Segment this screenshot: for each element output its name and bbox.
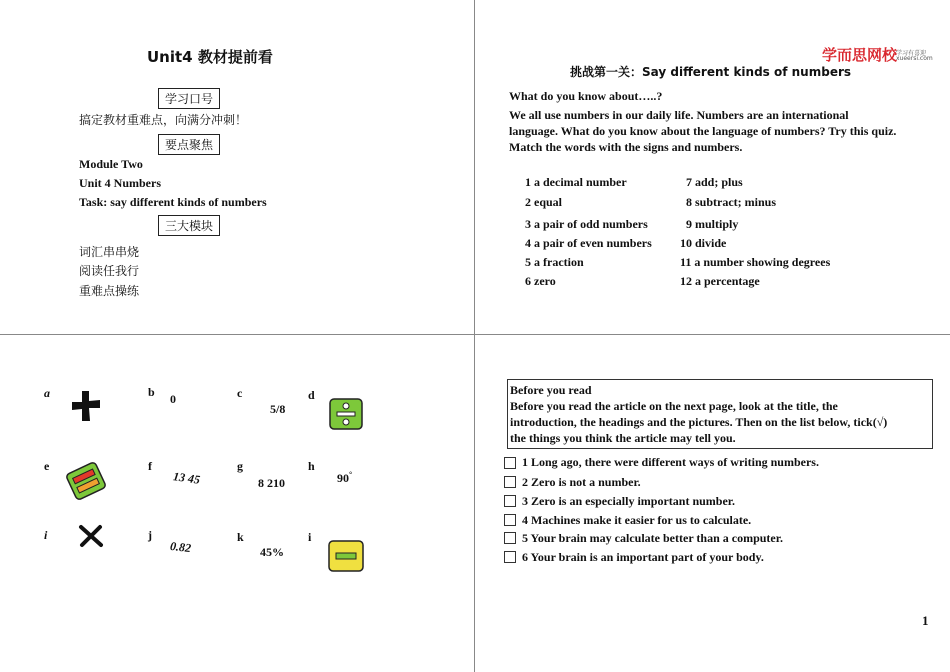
left-item-5: 5 a fraction — [525, 255, 584, 269]
slogan-text: 搞定教材重难点，向满分冲刺！ — [79, 113, 248, 127]
logo-text: 学而思网校 — [822, 46, 898, 64]
value-f-odd-pair: 13 45 — [172, 469, 201, 487]
module-text: Module Two — [79, 157, 143, 171]
list-item-6: 6 Your brain is an important part of your body. — [522, 550, 764, 564]
slogan-box-label: 学习口号 — [158, 88, 220, 109]
checkbox-2[interactable] — [504, 476, 516, 488]
challenge-heading: 挑战第一关：Say different kinds of numbers — [570, 65, 852, 79]
label-k: k — [237, 530, 244, 544]
value-h-degrees — [337, 470, 352, 486]
label-j: j — [148, 528, 152, 542]
list-item-2: 2 Zero is not a number. — [522, 475, 641, 489]
task-text: Task: say different kinds of numbers — [79, 195, 267, 209]
before-box-title: Before you read — [510, 383, 592, 397]
left-item-1: 1 a decimal number — [525, 175, 627, 189]
module-item-2: 阅读任我行 — [79, 264, 140, 278]
multiply-sign-icon — [78, 524, 104, 548]
focus-box-label: 要点聚焦 — [158, 134, 220, 155]
checkbox-1[interactable] — [504, 457, 516, 469]
label-e: e — [44, 459, 50, 473]
label-h: h — [308, 459, 315, 473]
label-a: a — [44, 386, 50, 400]
before-box-line-2: introduction, the headings and the pictures. Then on the list below, tick(√) — [510, 415, 888, 429]
label-d: d — [308, 388, 315, 402]
left-item-6: 6 zero — [525, 274, 556, 288]
left-item-4: 4 a pair of even numbers — [525, 236, 652, 250]
label-b: b — [148, 385, 155, 399]
vertical-divider — [474, 0, 475, 672]
right-item-7: 7 add; plus — [686, 175, 743, 189]
label-l: i — [308, 530, 312, 544]
module-item-3: 重难点操练 — [79, 284, 140, 298]
right-item-11: 11 a number showing degrees — [680, 255, 831, 269]
equal-sign-icon — [66, 462, 106, 500]
before-box-line-3: the things you think the article may tell you. — [510, 431, 736, 445]
right-item-9: 9 multiply — [686, 217, 739, 231]
checkbox-6[interactable] — [504, 551, 516, 563]
checkbox-5[interactable] — [504, 532, 516, 544]
list-item-4: 4 Machines make it easier for us to calculate. — [522, 513, 752, 527]
logo-sub1: 学习有喜迎 — [896, 50, 927, 57]
value-b-zero: 0 — [170, 392, 176, 406]
divide-sign-icon — [329, 398, 363, 430]
checkbox-3[interactable] — [504, 495, 516, 507]
plus-sign-icon — [70, 389, 102, 423]
horizontal-divider — [0, 334, 950, 335]
list-item-5: 5 Your brain may calculate better than a computer. — [522, 531, 783, 545]
list-item-3: 3 Zero is an especially important number. — [522, 494, 736, 508]
list-item-1: 1 Long ago, there were different ways of writing numbers. — [522, 455, 819, 469]
intro-line-1: We all use numbers in our daily life. Numbers are an international — [509, 108, 849, 122]
label-f: f — [148, 459, 152, 473]
right-item-8: 8 subtract; minus — [686, 195, 777, 209]
right-item-12: 12 a percentage — [680, 274, 760, 288]
logo — [822, 44, 897, 65]
value-h-degree-sign: ° — [349, 470, 353, 479]
value-h-number: 90 — [337, 471, 349, 485]
right-item-10: 10 divide — [680, 236, 727, 250]
value-c-fraction: 5/8 — [270, 402, 286, 416]
intro-line-3: Match the words with the signs and numbers. — [509, 140, 743, 154]
left-item-3: 3 a pair of odd numbers — [525, 217, 648, 231]
page-number: 1 — [922, 613, 929, 628]
logo-sub2: xueersi.com — [896, 55, 933, 62]
value-j-decimal: 0.82 — [169, 538, 192, 556]
before-box-line-1: Before you read the article on the next page, look at the title, the — [510, 399, 838, 413]
module-item-1: 词汇串串烧 — [79, 245, 140, 259]
question-line: What do you know about…..? — [509, 89, 663, 103]
unit-text: Unit 4 Numbers — [79, 176, 162, 190]
label-i: i — [44, 528, 48, 542]
checkbox-4[interactable] — [504, 514, 516, 526]
label-g: g — [237, 459, 243, 473]
left-item-2: 2 equal — [525, 195, 563, 209]
label-c: c — [237, 386, 243, 400]
intro-line-2: language. What do you know about the language of numbers? Try this quiz. — [509, 124, 897, 138]
page-title: Unit4 教材提前看 — [147, 48, 273, 66]
modules-box-label: 三大模块 — [158, 215, 220, 236]
value-g-even-pair: 8 210 — [258, 476, 285, 490]
minus-sign-icon — [328, 540, 364, 572]
value-k-percentage: 45% — [260, 545, 284, 559]
